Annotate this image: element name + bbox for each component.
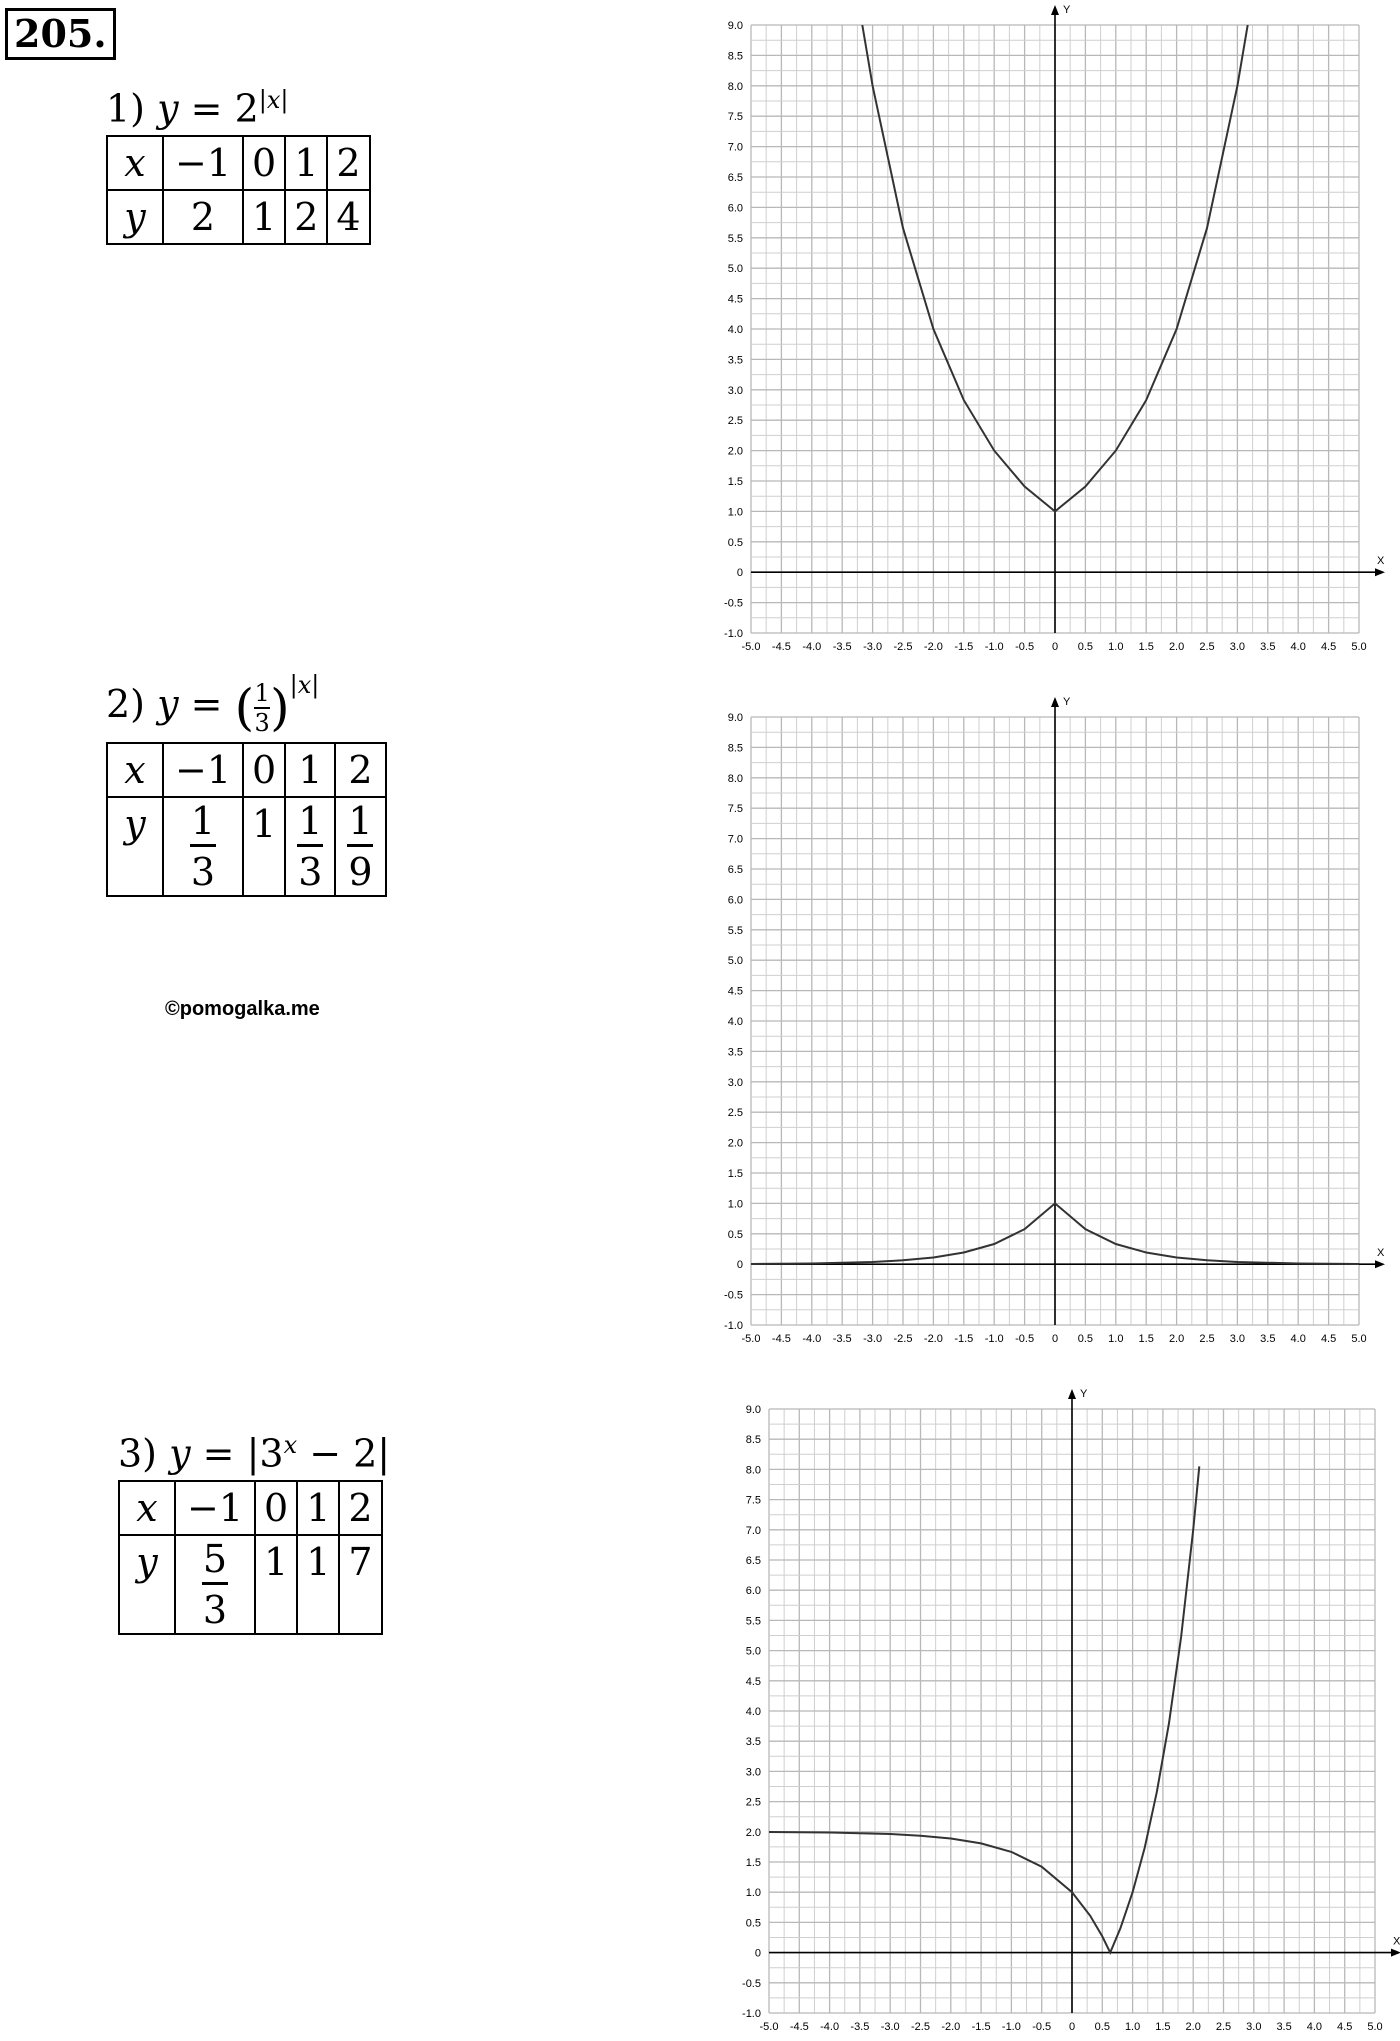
- task-1-value-table: [106, 135, 371, 245]
- x-tick-label: -5.0: [759, 2021, 779, 2033]
- y-tick-label: -1.0: [724, 1320, 743, 1332]
- y-tick-label: 6.0: [727, 202, 743, 215]
- table-header-y: y: [107, 797, 163, 896]
- y-tick-label: 5.5: [727, 232, 743, 245]
- y-tick-label: 7.0: [745, 1524, 761, 1537]
- y-tick-label: 3.0: [727, 384, 743, 397]
- y-tick-label: 6.5: [727, 172, 743, 184]
- y-tick-label: 8.5: [745, 1434, 761, 1447]
- x-tick-label: 2.5: [1215, 2021, 1232, 2033]
- x-tick-label: -2.5: [911, 2021, 930, 2033]
- x-axis-label: X: [1377, 1247, 1385, 1260]
- x-tick-label: 0: [1068, 2021, 1076, 2033]
- y-tick-label: 0: [736, 1259, 743, 1272]
- task-3-formula: 3) $y = |3^x - 2|$: [118, 1431, 391, 1476]
- x-tick-label: 0.5: [1077, 1333, 1094, 1345]
- x-tick-label: -2.5: [893, 641, 913, 653]
- y-tick-label: 8.5: [727, 50, 743, 63]
- table-cell: 1: [255, 1535, 297, 1634]
- y-tick-label: 6.5: [727, 864, 743, 876]
- x-axis-arrow: [1375, 568, 1385, 576]
- y-tick-label: -1.0: [724, 628, 743, 640]
- x-tick-label: -2.0: [923, 1333, 943, 1345]
- x-tick-label: -1.5: [954, 1333, 974, 1345]
- y-tick-label: 3.5: [745, 1736, 761, 1749]
- problem-number: 205.: [5, 8, 116, 60]
- x-tick-label: -2.0: [923, 641, 943, 653]
- table-cell: $\frac{1}{3}$: [285, 797, 335, 896]
- task-2-formula: 2) y = ( $\frac{1}{3}$ )$^{|x|}$: [106, 671, 320, 737]
- graph-1: [710, 0, 1400, 660]
- x-tick-label: -2.5: [893, 1333, 913, 1345]
- x-tick-label: 3.5: [1260, 641, 1276, 653]
- task-2: [106, 655, 387, 897]
- x-tick-label: 3.5: [1260, 1333, 1276, 1345]
- y-tick-label: 0.5: [745, 1917, 761, 1930]
- y-tick-label: -0.5: [724, 1289, 743, 1302]
- table-cell: 1: [243, 190, 285, 244]
- y-tick-label: 2.5: [727, 1107, 743, 1120]
- x-tick-label: 0: [1051, 1333, 1059, 1345]
- y-tick-label: 6.0: [727, 894, 743, 907]
- x-tick-label: -1.0: [984, 1333, 1004, 1345]
- y-tick-label: 6.5: [745, 1555, 761, 1567]
- y-tick-label: 7.5: [727, 803, 743, 816]
- y-tick-label: 1.5: [745, 1857, 761, 1869]
- table-header-x: x: [107, 743, 163, 797]
- y-tick-label: 9.0: [745, 1404, 761, 1416]
- table-cell: $\frac{1}{9}$: [335, 797, 385, 896]
- y-tick-label: 0: [736, 567, 743, 580]
- y-tick-label: 2.5: [745, 1796, 761, 1809]
- x-tick-label: 4.0: [1290, 641, 1306, 653]
- x-tick-label: 5.0: [1367, 2021, 1383, 2033]
- x-tick-label: 2.0: [1168, 641, 1185, 653]
- x-tick-label: 1.5: [1138, 1333, 1154, 1345]
- table-cell: 0: [243, 136, 285, 190]
- y-tick-label: 0.5: [727, 536, 743, 549]
- x-tick-label: -3.0: [863, 641, 883, 653]
- x-tick-label: 1.0: [1108, 1333, 1124, 1345]
- table-cell: −1: [163, 743, 243, 797]
- y-tick-label: 1.5: [727, 1168, 743, 1180]
- y-tick-label: 3.0: [745, 1766, 761, 1779]
- x-tick-label: -4.5: [789, 2021, 809, 2033]
- x-tick-label: 3.0: [1229, 641, 1246, 653]
- x-tick-label: 4.0: [1306, 2021, 1323, 2033]
- x-tick-label: -0.5: [1032, 2021, 1052, 2033]
- y-tick-label: 0: [754, 1947, 761, 1960]
- y-tick-label: 7.5: [727, 111, 743, 124]
- x-tick-label: 3.0: [1229, 1333, 1246, 1345]
- x-tick-label: 0: [1051, 641, 1059, 653]
- table-header-x: x: [107, 136, 163, 190]
- x-tick-label: -4.0: [802, 1333, 822, 1345]
- x-tick-label: -3.0: [863, 1333, 883, 1345]
- y-axis-arrow: [1051, 697, 1059, 707]
- x-tick-label: -0.5: [1015, 1333, 1035, 1345]
- x-tick-label: -1.5: [954, 641, 974, 653]
- y-axis-label: Y: [1080, 1388, 1088, 1400]
- y-tick-label: 2.0: [727, 445, 743, 458]
- task-1-label: 1): [106, 86, 146, 131]
- x-tick-label: 1.0: [1124, 2021, 1141, 2033]
- y-tick-label: 3.0: [727, 1076, 743, 1089]
- x-tick-label: -5.0: [741, 641, 761, 653]
- task-1-formula: 1) $y = 2^{|x|}$: [106, 86, 289, 131]
- table-header-y: y: [107, 190, 163, 244]
- x-tick-label: -1.5: [971, 2021, 991, 2033]
- x-tick-label: 2.0: [1168, 1333, 1185, 1345]
- y-tick-label: 2.0: [745, 1826, 761, 1839]
- y-tick-label: 2.5: [727, 415, 743, 428]
- x-tick-label: 4.5: [1320, 1333, 1337, 1345]
- x-axis-arrow: [1375, 1260, 1385, 1268]
- x-tick-label: 3.5: [1276, 2021, 1292, 2033]
- x-tick-label: 1.0: [1108, 641, 1124, 653]
- task-3-label: 3): [118, 1431, 158, 1476]
- table-cell: 7: [339, 1535, 381, 1634]
- y-tick-label: 9.0: [727, 20, 743, 32]
- task-2-label: 2): [106, 682, 146, 726]
- y-tick-label: 5.5: [727, 924, 743, 937]
- task-1: [106, 78, 371, 245]
- x-tick-label: 1.5: [1138, 641, 1154, 653]
- y-axis-arrow: [1051, 5, 1059, 15]
- x-tick-label: -5.0: [741, 1333, 761, 1345]
- y-tick-label: 8.0: [727, 772, 743, 785]
- table-cell: 1: [285, 743, 335, 797]
- x-tick-label: -1.0: [1001, 2021, 1021, 2033]
- table-cell: 0: [255, 1481, 297, 1535]
- x-tick-label: -3.0: [880, 2021, 900, 2033]
- x-tick-label: -2.0: [941, 2021, 961, 2033]
- graph-2: [710, 692, 1400, 1352]
- x-tick-label: -4.5: [771, 1333, 791, 1345]
- table-cell: 1: [285, 136, 327, 190]
- y-tick-label: 7.5: [745, 1494, 761, 1507]
- table-cell: −1: [163, 136, 243, 190]
- function-curve: [769, 1466, 1199, 1952]
- y-tick-label: -1.0: [742, 2008, 761, 2020]
- table-cell: 1: [243, 797, 285, 896]
- graph-3: [722, 1384, 1400, 2041]
- table-cell: 2: [339, 1481, 381, 1535]
- task-3-value-table: [118, 1480, 383, 1635]
- y-tick-label: 4.5: [727, 985, 743, 998]
- x-axis-arrow: [1391, 1949, 1400, 1957]
- y-tick-label: 5.0: [745, 1645, 761, 1658]
- y-tick-label: 6.0: [745, 1585, 761, 1598]
- y-axis-arrow: [1068, 1389, 1076, 1399]
- x-tick-label: 5.0: [1351, 1333, 1367, 1345]
- x-tick-label: 5.0: [1351, 641, 1367, 653]
- y-tick-label: 8.5: [727, 742, 743, 755]
- table-cell: 4: [327, 190, 369, 244]
- y-tick-label: 8.0: [727, 80, 743, 93]
- table-cell: 1: [297, 1535, 339, 1634]
- x-tick-label: 4.0: [1290, 1333, 1306, 1345]
- x-tick-label: 1.5: [1155, 2021, 1171, 2033]
- table-cell: 2: [285, 190, 327, 244]
- y-tick-label: 1.0: [745, 1887, 761, 1900]
- x-axis-label: X: [1377, 555, 1385, 568]
- x-tick-label: -3.5: [832, 1333, 852, 1345]
- table-cell: $\frac{5}{3}$: [175, 1535, 255, 1634]
- formula-fraction: $\frac{1}{3}$: [254, 678, 270, 737]
- y-tick-label: 1.5: [727, 476, 743, 488]
- y-tick-label: 3.5: [727, 1046, 743, 1059]
- x-tick-label: 2.5: [1199, 1333, 1215, 1345]
- table-cell: 1: [297, 1481, 339, 1535]
- table-cell: 0: [243, 743, 285, 797]
- x-tick-label: -3.5: [850, 2021, 870, 2033]
- x-tick-label: -0.5: [1015, 641, 1035, 653]
- x-tick-label: 3.0: [1246, 2021, 1262, 2033]
- table-header-y: y: [119, 1535, 175, 1634]
- watermark: ©pomogalka.me: [165, 998, 320, 1020]
- y-tick-label: 1.0: [727, 506, 743, 519]
- y-tick-label: 4.5: [745, 1675, 761, 1688]
- x-axis-label: X: [1393, 1935, 1400, 1948]
- x-tick-label: 2.5: [1199, 641, 1215, 653]
- y-tick-label: 3.5: [727, 354, 743, 367]
- x-tick-label: 0.5: [1077, 641, 1094, 653]
- y-tick-label: 0.5: [727, 1228, 743, 1241]
- x-tick-label: -4.5: [771, 641, 791, 653]
- x-tick-label: -4.0: [820, 2021, 840, 2033]
- y-tick-label: 4.0: [745, 1706, 761, 1718]
- task-2-value-table: [106, 742, 387, 897]
- table-cell: 2: [163, 190, 243, 244]
- y-tick-label: 4.5: [727, 293, 743, 306]
- table-cell: 2: [335, 743, 385, 797]
- x-tick-label: 2.0: [1185, 2021, 1201, 2033]
- y-tick-label: 4.0: [727, 1016, 743, 1028]
- y-tick-label: 5.0: [727, 955, 743, 968]
- x-tick-label: -1.0: [984, 641, 1004, 653]
- y-tick-label: 8.0: [745, 1464, 761, 1477]
- task-3: [118, 1423, 390, 1635]
- table-cell: −1: [175, 1481, 255, 1535]
- x-tick-label: -3.5: [832, 641, 852, 653]
- table-cell: 2: [327, 136, 369, 190]
- y-tick-label: 7.0: [727, 833, 743, 846]
- x-tick-label: 4.5: [1337, 2021, 1353, 2033]
- y-tick-label: 9.0: [727, 712, 743, 724]
- y-axis-label: Y: [1063, 4, 1071, 16]
- y-tick-label: 5.0: [727, 263, 743, 276]
- x-tick-label: 0.5: [1094, 2021, 1110, 2033]
- y-tick-label: 2.0: [727, 1137, 743, 1150]
- x-tick-label: -4.0: [802, 641, 822, 653]
- y-tick-label: -0.5: [724, 597, 743, 610]
- table-cell: $\frac{1}{3}$: [163, 797, 243, 896]
- y-tick-label: 5.5: [745, 1615, 761, 1628]
- y-tick-label: 4.0: [727, 324, 743, 336]
- y-tick-label: 1.0: [727, 1198, 743, 1211]
- y-axis-label: Y: [1063, 696, 1071, 708]
- x-tick-label: 4.5: [1320, 641, 1337, 653]
- y-tick-label: 7.0: [727, 141, 743, 154]
- table-header-x: x: [119, 1481, 175, 1535]
- y-tick-label: -0.5: [742, 1977, 761, 1990]
